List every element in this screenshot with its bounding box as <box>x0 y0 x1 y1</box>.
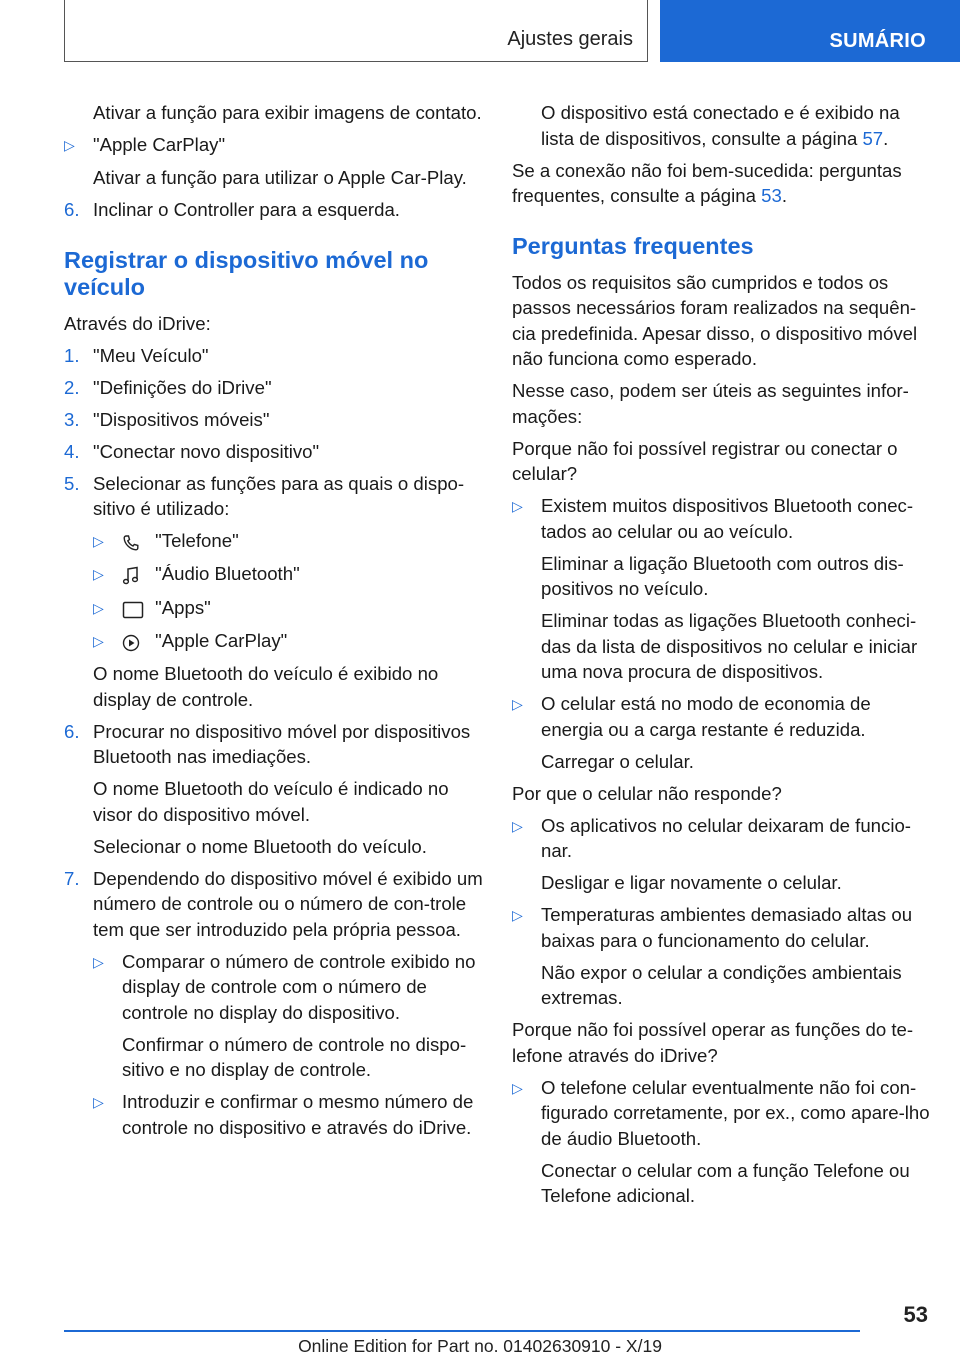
step-text: Procurar no dispositivo móvel por dispositivos Bluetooth nas imediações. <box>93 720 471 768</box>
paragraph: Ativar a função para utilizar o Apple Car-Play. <box>93 167 467 188</box>
section-title: Ajustes gerais <box>507 28 633 50</box>
paragraph: Confirmar o número de controle no dispo-sitivo e no display de controle. <box>122 1033 467 1081</box>
bullet-item <box>64 1089 484 1140</box>
step-number: 3. <box>64 408 80 430</box>
step-text: Inclinar o Controller para a esquerda. <box>93 199 400 220</box>
section-heading: Registrar o dispositivo móvel no veículo <box>64 246 429 300</box>
bullet-item <box>64 132 484 159</box>
page-link-53[interactable]: 53 <box>761 185 782 206</box>
triangle-bullet-icon: ▷ <box>512 696 523 712</box>
step-item <box>64 375 484 401</box>
step-number: 7. <box>64 867 80 889</box>
step-text: "Definições do iDrive" <box>93 376 272 398</box>
bullet-item <box>512 493 932 544</box>
section-heading: Perguntas frequentes <box>512 232 754 259</box>
bullet-item <box>512 1075 932 1152</box>
bullet-text: "Áudio Bluetooth" <box>155 563 300 585</box>
paragraph: Eliminar a ligação Bluetooth com outros dis-positivos no veículo. <box>541 552 904 599</box>
triangle-bullet-icon: ▷ <box>512 498 523 514</box>
step-number: 5. <box>64 472 80 494</box>
bullet-item <box>512 902 932 953</box>
music-note-icon <box>122 563 146 589</box>
triangle-bullet-icon: ▷ <box>93 599 104 616</box>
paragraph: Não expor o celular a condições ambientais extremas. <box>541 961 902 1008</box>
paragraph: Através do iDrive: <box>64 312 211 334</box>
paragraph: Eliminar todas as ligações Bluetooth conheci-das da lista de dispositivos no celular e iniciar uma nova procura de dispositivos. <box>541 610 918 682</box>
paragraph: Nesse caso, podem ser úteis as seguintes infor-mações: <box>512 380 909 427</box>
page-link-57[interactable]: 57 <box>862 127 884 149</box>
paragraph: Se a conexão não foi bem-sucedida: perguntas frequentes, consulte a página 53. <box>512 159 902 206</box>
question: Por que o celular não responde? <box>512 782 782 804</box>
step-number: 2. <box>64 376 80 398</box>
bullet-text: Os aplicativos no celular deixaram de funcio-nar. <box>541 814 911 861</box>
bullet-text: "Telefone" <box>155 530 239 551</box>
bullet-text: O telefone celular eventualmente não foi con-figurado corretamente, por ex., como apare-lho de áudio Bluetooth. <box>541 1076 930 1149</box>
step-item <box>64 719 484 770</box>
bullet-text: Comparar o número de controle exibido no display de controle com o número de controle no display do dispositivo. <box>122 950 476 1023</box>
apps-icon <box>122 596 146 622</box>
bullet-text: "Apple CarPlay" <box>93 134 226 155</box>
paragraph: Desligar e ligar novamente o celular. <box>541 872 842 893</box>
step-number: 4. <box>64 440 80 462</box>
step-item <box>64 407 484 433</box>
step-text: "Conectar novo dispositivo" <box>93 440 320 462</box>
bullet-item <box>64 595 484 622</box>
bullet-text: Introduzir e confirmar o mesmo número de controle no dispositivo e através do iDrive. <box>122 1091 474 1138</box>
step-item <box>64 343 484 369</box>
step-text: Selecionar as funções para as quais o dispo-sitivo é utilizado: <box>93 472 465 519</box>
step-text: Dependendo do dispositivo móvel é exibido um número de controle ou o número de con-trole tem que ser introduzido pela própria pessoa. <box>93 867 483 940</box>
bullet-text: "Apple CarPlay" <box>155 630 288 652</box>
paragraph: Todos os requisitos são cumpridos e todos os passos necessários foram realizados na sequên-cia predefinida. Apesar disso, o dispositivo móvel não funciona como esperado. <box>512 271 918 369</box>
paragraph: Ativar a função para exibir imagens de contato. <box>93 102 482 123</box>
page-number: 53 <box>903 1302 928 1327</box>
right-column <box>512 100 932 1215</box>
footer-edition: Online Edition for Part no. 01402630910 - X/19 <box>298 1336 662 1356</box>
bullet-text: O celular está no modo de economia de energia ou a carga restante é reduzida. <box>541 693 871 740</box>
bullet-item <box>64 528 484 555</box>
question: Porque não foi possível registrar ou conectar o celular? <box>512 437 898 484</box>
question: Porque não foi possível operar as funções do te-lefone através do iDrive? <box>512 1019 914 1066</box>
step-item <box>64 471 484 522</box>
bullet-text: "Apps" <box>155 596 211 618</box>
step-item <box>64 439 484 465</box>
bullet-item <box>512 813 932 864</box>
bullet-text: Temperaturas ambientes demasiado altas ou baixas para o funcionamento do celular. <box>541 904 913 951</box>
step-item <box>64 197 484 223</box>
triangle-bullet-icon: ▷ <box>512 1079 523 1096</box>
step-text: "Dispositivos móveis" <box>93 408 270 430</box>
bullet-text: Existem muitos dispositivos Bluetooth conec-tados ao celular ou ao veículo. <box>541 495 914 542</box>
left-column <box>64 100 484 1147</box>
paragraph: O nome Bluetooth do veículo é indicado no visor do dispositivo móvel. <box>93 778 449 825</box>
summary-button[interactable]: SUMÁRIO <box>660 0 960 62</box>
triangle-bullet-icon: ▷ <box>64 137 75 153</box>
step-number: 1. <box>64 344 80 366</box>
paragraph: Selecionar o nome Bluetooth do veículo. <box>93 835 427 857</box>
triangle-bullet-icon: ▷ <box>93 633 104 650</box>
bullet-item <box>512 691 932 742</box>
triangle-bullet-icon: ▷ <box>93 1094 104 1111</box>
paragraph: Carregar o celular. <box>541 750 694 772</box>
bullet-item <box>64 949 484 1026</box>
step-number: 6. <box>64 199 80 220</box>
triangle-bullet-icon: ▷ <box>93 566 104 583</box>
paragraph: O dispositivo está conectado e é exibido na lista de dispositivos, consulte a página 57. <box>541 102 900 149</box>
paragraph: Conectar o celular com a função Telefone ou Telefone adicional. <box>541 1159 910 1206</box>
bullet-item <box>64 561 484 588</box>
triangle-bullet-icon: ▷ <box>93 953 104 970</box>
header-frame <box>64 0 648 62</box>
step-item <box>64 866 484 943</box>
step-text: "Meu Veículo" <box>93 344 209 366</box>
paragraph: O nome Bluetooth do veículo é exibido no display de controle. <box>93 663 439 710</box>
triangle-bullet-icon: ▷ <box>512 907 523 923</box>
footer-divider <box>64 1330 860 1332</box>
play-circle-icon <box>122 629 146 655</box>
phone-icon <box>122 529 146 555</box>
step-number: 6. <box>64 720 80 742</box>
bullet-item <box>64 628 484 655</box>
triangle-bullet-icon: ▷ <box>512 817 523 834</box>
triangle-bullet-icon: ▷ <box>93 533 104 549</box>
